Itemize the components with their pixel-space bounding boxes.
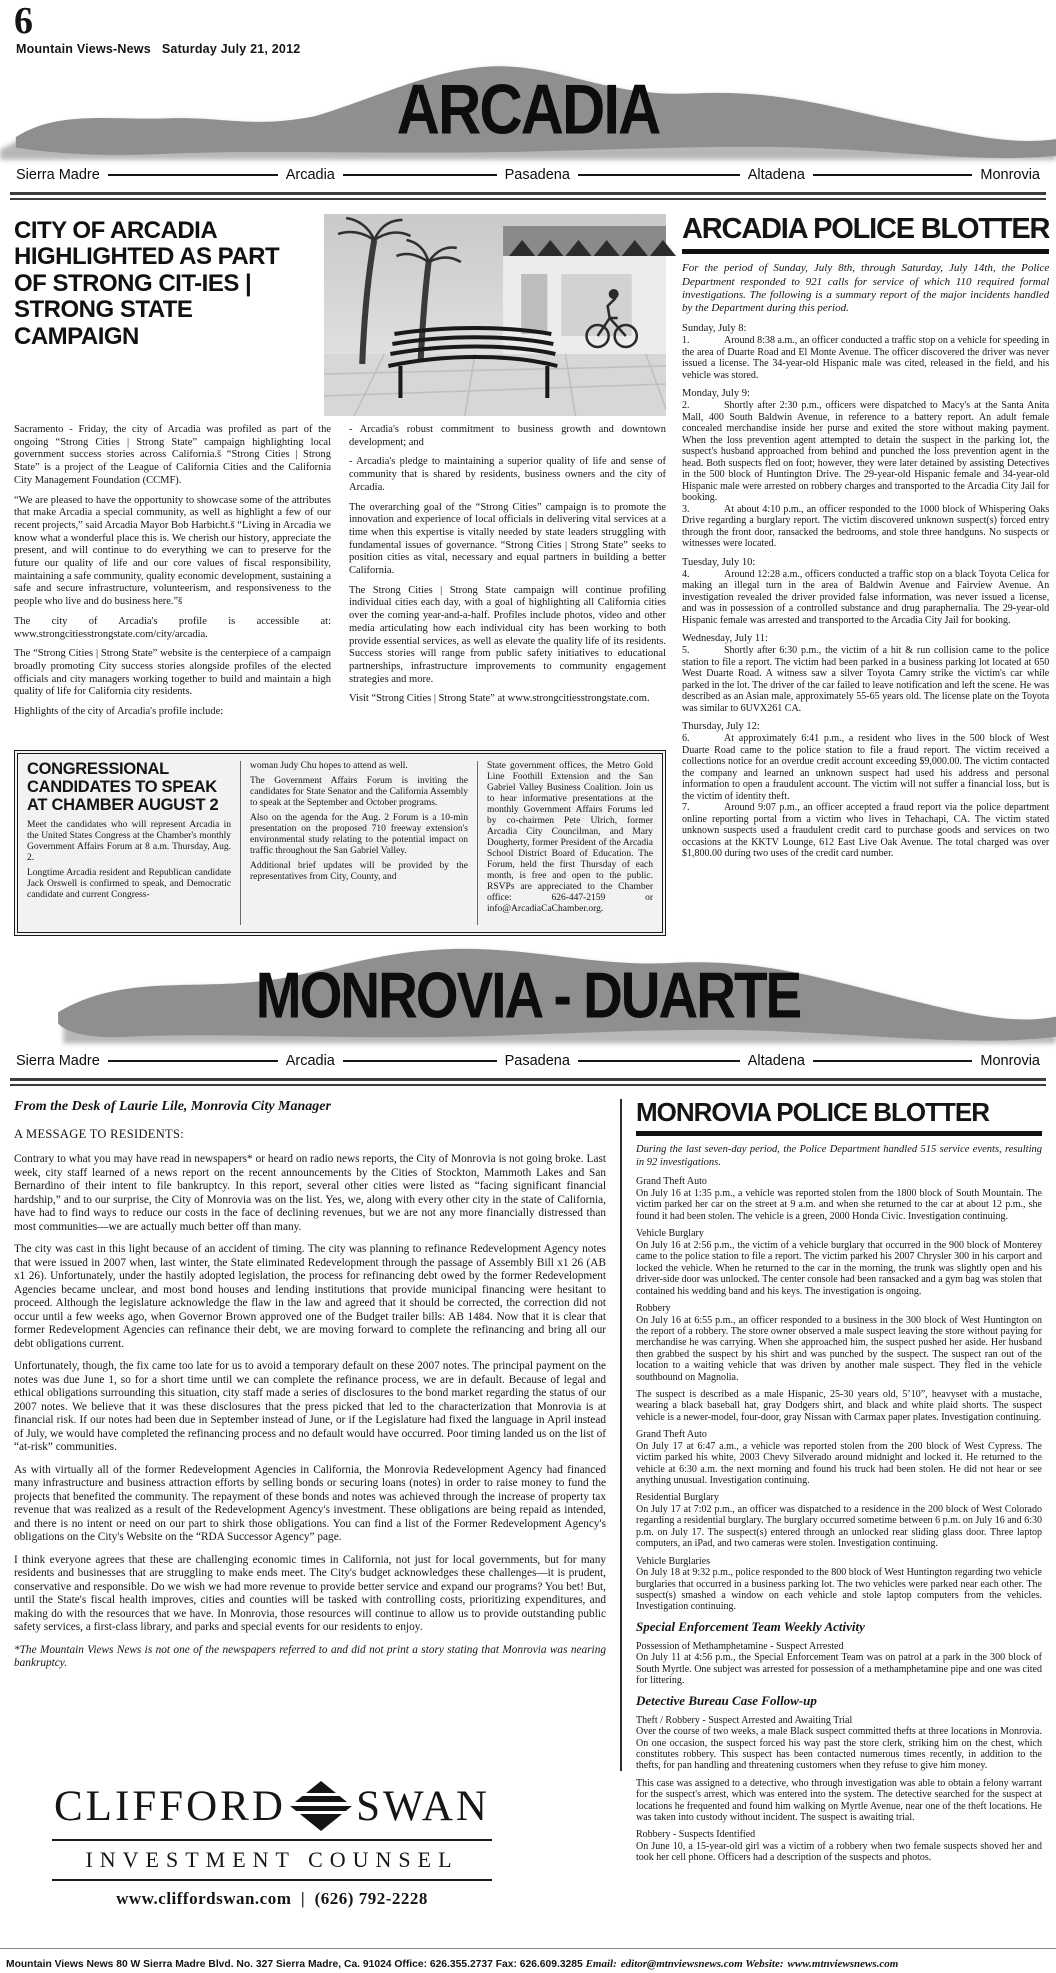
city-label: Arcadia bbox=[285, 1053, 335, 1069]
ad-name-right: SWAN bbox=[356, 1782, 490, 1830]
blotter-entry-text: On July 18 at 9:32 p.m., police responded to the 800 block of West Huntington regarding two vehicle burglaries that occurred in a business parking lot. The two vehicles were parked near each other. The suspect(s) smashed a window on each vehicle and stole laptop computers from the vehicles. Investigation continuing. bbox=[636, 1567, 1042, 1613]
article-paragraph: The city of Arcadia's profile is accessible at: www.strongcitiesstrongstate.com/city/arcadia. bbox=[14, 615, 331, 640]
congress-box-col1 bbox=[27, 820, 231, 901]
congress-candidates-box bbox=[14, 750, 666, 936]
monrovia-masthead-title: MONROVIA - DUARTE bbox=[255, 958, 801, 1032]
congress-paragraph: woman Judy Chu hopes to attend as well. bbox=[250, 761, 408, 771]
monrovia-blotter-entries bbox=[636, 1176, 1042, 1863]
blotter-entry-number: 7. bbox=[682, 802, 690, 814]
ad-rule bbox=[52, 1879, 492, 1881]
blotter-entry-text: Over the course of two weeks, a male Black suspect committed thefts at three locations in Monrovia. On one occasion, the suspect forced his way past the store clerk, striking him on the chest, which constitutes robbery. This suspect has been contacted numerous times recently, in addition to the thefts, for pan handling and threatening customers when they refuse to give him money. bbox=[636, 1726, 1042, 1772]
double-rule bbox=[10, 1078, 1046, 1086]
page-footer bbox=[0, 1948, 1056, 1973]
article-paragraph: The “Strong Cities | Strong State” website is the centerpiece of a campaign broadly promoting City success stories alongside profiles of the elected officials and city managers working together to build and maintain a high quality of life for California city residents. bbox=[14, 648, 331, 698]
city-label: Arcadia bbox=[285, 167, 335, 183]
blotter-entry-number: 1. bbox=[682, 335, 690, 347]
monrovia-blotter-intro: During the last seven-day period, the Police Department handled 515 service events, resulting in 92 investigations. bbox=[636, 1144, 1042, 1168]
blotter-entry-text: Shortly after 2:30 p.m., officers were dispatched to Macy's at the Santa Anita Mall, 400 South Baldwin Avenue, in reference to a battery report. An adult female concealed merchandise inside her purse and exited the store without making payment. When the loss prevention agent attempted to detain the suspect in the parking lot, the suspect's husband approached from behind and punched the loss prevention agent in the head. Both suspects fled on foot; however, they were later detained by assisting Detectives in the 500 block of Huntington Drive. The 29-year-old Hispanic female and 34-year-old Hispanic male were arrested on robbery charges and transported to the Arcadia City Jail for booking. bbox=[682, 400, 1050, 504]
city-label: Pasadena bbox=[504, 167, 570, 183]
footer-website-label: Website: bbox=[745, 1958, 784, 1970]
blotter-entry bbox=[636, 1176, 1042, 1222]
article-paragraph: The Strong Cities | Strong State campaign will continue profiling individual cities each day, with a goal of highlighting all California cities over the coming year-and-a-half. Profiles include photos, video and other media articulating how each individual city has been working to both provide essential services, as well as elevate the quality life of its residents. Success stories will range from public safety initiatives to educational partnerships, infrastructure improvements to community engagement strategies and more. bbox=[349, 584, 666, 685]
letter-footnote: *The Mountain Views News is not one of the newspapers referred to and did not print a story stating that Monrovia was nearing bankruptcy. bbox=[14, 1643, 606, 1669]
blotter-entry-text: At about 4:10 p.m., an officer responded to the 1000 block of Whispering Oaks Drive regarding a burglary report. The victim discovered unknown suspect(s) forced entry through the front door, ransacked the bedrooms, and stole three handguns. No suspects or witnesses were located. bbox=[682, 503, 1050, 550]
blotter-entry bbox=[636, 1556, 1042, 1613]
congress-box-col3 bbox=[477, 761, 653, 925]
blotter-entry bbox=[636, 1693, 1042, 1709]
blotter-entry bbox=[636, 1715, 1042, 1772]
blotter-section-heading: Special Enforcement Team Weekly Activity bbox=[636, 1618, 865, 1634]
footer-website: www.mtnviewsnews.com bbox=[787, 1958, 899, 1970]
article-paragraph: - Arcadia's robust commitment to business growth and downtown development; and bbox=[349, 424, 666, 448]
blotter-entry-heading: Theft / Robbery - Suspect Arrested and Awaiting Trial bbox=[636, 1714, 853, 1726]
arcadia-article-body bbox=[14, 424, 666, 742]
blotter-entry-number: 2. bbox=[682, 400, 690, 412]
congress-paragraph: Meet the candidates who will represent Arcadia in the United States Congress at the Chamber's monthly Government Affairs Forum at 8 a.m. Thursday, Aug. 2. bbox=[27, 820, 231, 864]
blotter-rule bbox=[636, 1131, 1042, 1136]
blotter-day-heading: Thursday, July 12: bbox=[682, 721, 760, 733]
ad-website: www.cliffordswan.com bbox=[116, 1889, 292, 1908]
blotter-entry-heading: Robbery - Suspects Identified bbox=[636, 1829, 756, 1841]
city-label: Altadena bbox=[747, 167, 805, 183]
paper-name: Mountain Views-News bbox=[16, 42, 151, 56]
blotter-entry-number: 3. bbox=[682, 503, 690, 515]
blotter-entry-heading: Possession of Methamphetamine - Suspect Arrested bbox=[636, 1640, 844, 1652]
city-label: Monrovia bbox=[980, 167, 1040, 183]
blotter-entry-text: Shortly after 6:30 p.m., the victim of a hit & run collision came to the police station to file a report. The victim had been parked in a business parking lot located at 650 West Duarte Road. A witness saw a silver Toyota Camry strike the victim's car while parked in the lot. The driver of the car failed to leave notification and left the scene. He was described as an Asian male, approximately 55-65 years old. The license plate on the Toyota was similar to 6UVX261 CA. bbox=[682, 645, 1050, 714]
ad-contact-line bbox=[52, 1889, 492, 1909]
blotter-entry bbox=[682, 504, 1049, 550]
blotter-entry-number: 4. bbox=[682, 568, 690, 580]
blotter-rule bbox=[682, 249, 1049, 254]
congress-paragraph: Longtime Arcadia resident and Republican candidate Jack Orswell is confirmed to speak, and Democratic candidate and current Congress- bbox=[27, 868, 231, 901]
blotter-entry bbox=[636, 1228, 1042, 1297]
blotter-entry bbox=[636, 1492, 1042, 1549]
blotter-entry bbox=[636, 1619, 1042, 1635]
letter-paragraph: The city was cast in this light because of an accident of timing. The city was planning to refinance Redevelopment Agency notes that were issued in 2007 when, last winter, the State eliminated Redevelopment through the passage of Assembly Bill x1 26 (AB x1 26). Unfortunately, under the hastily adopted legislation, the process for refinancing debt owed by the former Redevelopment Agencies became unclear, and most bond houses and lending institutions that provide municipal financing were hesitant to proceed. Although the legislature acknowledge the flaw in the law and agreed that it should be corrected, the correction did not occur until a few weeks ago, when Governor Brown approved one of the Budget trailer bills: AB 1484. Now that it is clear that former Redevelopment Agencies can refinance their debt, we are moving forward to complete the refinancing and bring all our debt obligations current. bbox=[14, 1243, 606, 1350]
blotter-entry bbox=[636, 1429, 1042, 1486]
arcadia-section bbox=[0, 202, 1056, 932]
arcadia-masthead bbox=[0, 58, 1056, 162]
clifford-swan-diamond-logo bbox=[290, 1781, 352, 1831]
blotter-entry-heading: Vehicle Burglaries bbox=[636, 1555, 710, 1567]
blotter-entry-heading: Robbery bbox=[636, 1302, 671, 1314]
double-rule bbox=[10, 192, 1046, 200]
monrovia-police-blotter bbox=[622, 1097, 1042, 1864]
ad-name-left: CLIFFORD bbox=[54, 1782, 286, 1830]
blotter-entry-text: On June 10, a 15-year-old girl was a victim of a robbery when two female suspects shoved her and took her cell phone. Officers had a description of the suspects and photos. bbox=[636, 1841, 1042, 1864]
arcadia-police-blotter bbox=[682, 214, 1049, 932]
arcadia-blotter-title: ARCADIA POLICE BLOTTER bbox=[682, 213, 1050, 245]
blotter-entry-number: 6. bbox=[682, 733, 690, 745]
page-number: 6 bbox=[14, 0, 33, 42]
ad-rule bbox=[52, 1839, 492, 1841]
monrovia-masthead bbox=[0, 936, 1056, 1048]
blotter-entry-text: Around 12:28 a.m., officers conducted a traffic stop on a black Toyota Celica for making an illegal turn in the area of Baldwin Avenue and Fairview Avenue. An investigation revealed the driver provided false information, was never issued a license, and was in possession of a controlled substance and drug paraphernalia. The 29-year-old Hispanic female was arrested and transported to the Arcadia City Jail for booking. bbox=[682, 568, 1050, 626]
letter-paragraph: Contrary to what you may have read in newspapers* or heard on radio news reports, the City of Monrovia is not going broke. Last week, city staff learned of a news report on the recent announcements by the Cities of Stockton, Mammoth Lakes and San Bernardino of their intent to file bankruptcy. In this report, several other cities were listed as “facing significant financial hardship,” and to our surprise, the City of Monrovia was on the list. Yes, we, along with every other city in the state of California, have had to find ways to reduce our costs in the face of declining revenues, but we are not any more financially distressed than most communities—we are actually much better off than many. bbox=[14, 1153, 606, 1233]
article-paragraph: - Arcadia's pledge to maintaining a superior quality of life and sense of community that is shared by residents, business owners and the city of Arcadia. bbox=[349, 456, 666, 493]
congress-box-col2 bbox=[240, 761, 468, 925]
blotter-entry-text: Around 8:38 a.m., an officer conducted a traffic stop on a vehicle for speeding in the area of Duarte Road and El Monte Avenue. The officer discovered the driver was never issued a license. The 34-year-old Hispanic male was cited, released in the field, and his vehicle was stored. bbox=[682, 335, 1050, 381]
congress-paragraph: State government offices, the Metro Gold Line Foothill Extension and the San Gabriel Valley Business Coalition. Join us to hear informative presentations at the monthly Government Affairs Forums led by co-chairmen Pete Ulrich, former Arcadia City Councilman, and Mary Dougherty, former President of the Arcadia School District Board of Education. The Forum, held the first Thursday of each month, is free and open to the public. RSVPs are appreciated to the Chamber office: 626-447-2159 or info@ArcadiaCaChamber.org. bbox=[487, 761, 653, 914]
blotter-entry-text: On July 16 at 1:35 p.m., a vehicle was reported stolen from the 1800 block of South Mountain. The victim parked her car on the street at 9 a.m. and when she returned to the car at about 12 p.m., she found it had been stolen. The vehicle is a green, 2000 Honda Civic. Investigation continuing. bbox=[636, 1188, 1042, 1222]
arcadia-blotter-entries bbox=[682, 323, 1049, 860]
blotter-entry-heading: Vehicle Burglary bbox=[636, 1228, 704, 1240]
ad-subtitle: INVESTMENT COUNSEL bbox=[85, 1847, 459, 1872]
blotter-entry-text: Around 9:07 p.m., an officer accepted a fraud report via the police department online reporting portal from a victim who lives in Tehachapi, CA. The victim stated unknown suspects used a fraudulent credit card to purchase goods and services on two occasions at the KKTV Lounge, 612 East Live Oak Avenue. The total charged was over $1,800.00 during two uses of the credit card number. bbox=[682, 802, 1050, 860]
blotter-entry-text: On July 17 at 6:47 a.m., a vehicle was reported stolen from the 200 block of West Cypress. The victim parked his white, 2003 Chevy Silverado around midnight and locked it. He returned to the vehicle at 6:30 a.m. the next morning and found his truck had been stolen. He did not hear or see anything unusual. Investigation continuing. bbox=[636, 1440, 1042, 1486]
congress-paragraph: Also on the agenda for the Aug. 2 Forum is a 10-min presentation on the proposed 710 freeway extension's environmental study relating to the potential impact on traffic throughout the San Gabriel Valley. bbox=[250, 813, 468, 856]
blotter-entry bbox=[682, 633, 1049, 714]
blotter-entry-text: On July 16 at 6:55 p.m., an officer responded to a business in the 300 block of West Huntington on the report of a robbery. The store owner observed a male suspect leaving the store without paying for merchandise he was carrying. When she approached him, the suspect pushed her aside. Her husband then grabbed the suspect by his shirt and was punched by the suspect. The suspect ran out of the location to a waiting vehicle that was driven by another male suspect. They fled in the vehicle southbound on Magnolia. bbox=[636, 1314, 1042, 1383]
city-label: Altadena bbox=[747, 1053, 805, 1069]
congress-paragraph: Additional brief updates will be provided by the representatives from City, County, and bbox=[250, 861, 468, 882]
city-label: Sierra Madre bbox=[16, 167, 100, 183]
blotter-entry bbox=[682, 323, 1049, 381]
blotter-day-heading: Tuesday, July 10: bbox=[682, 556, 756, 568]
blotter-entry bbox=[682, 557, 1049, 627]
blotter-entry-text: The suspect is described as a male Hispanic, 25-30 years old, 5’10”, heavyset with a mustache, wearing a black baseball hat, gray Dodgers shirt, and black and white plaid shorts. The suspect vehicle is a newer-model, four-door, gray Nissan with Carmax paper plates. Investigation continuing. bbox=[636, 1388, 1042, 1423]
blotter-entry bbox=[636, 1303, 1042, 1383]
city-label: Monrovia bbox=[980, 1053, 1040, 1069]
blotter-entry bbox=[636, 1829, 1042, 1863]
blotter-entry-heading: Grand Theft Auto bbox=[636, 1429, 707, 1441]
blotter-entry-heading: Grand Theft Auto bbox=[636, 1176, 707, 1188]
blotter-entry-text: At approximately 6:41 p.m., a resident who lives in the 500 block of West Duarte Road came to the police station to file a fraud report. The victim received a collections notice for an overdue credit account exceeding $9,000.00. The victim contacted the company and learned an unknown suspect had used his address and personal information to open a fraudulent account. The victim will not suffer a financial loss, but is the victim of identity theft. bbox=[682, 733, 1050, 802]
letter-byline: From the Desk of Laurie Lile, Monrovia City Manager bbox=[14, 1099, 331, 1114]
blotter-day-heading: Wednesday, July 11: bbox=[682, 633, 768, 645]
blotter-section-heading: Detective Bureau Case Follow-up bbox=[636, 1692, 817, 1708]
footer-email: editor@mtnviewsnews.com bbox=[620, 1958, 746, 1970]
blotter-entry bbox=[682, 721, 1049, 802]
footer-contact-info: Mountain Views News 80 W Sierra Madre Blvd. No. 327 Sierra Madre, Ca. 91024 Office: 626.355.2737 Fax: 626.609.3285 bbox=[6, 1959, 586, 1970]
blotter-entry bbox=[682, 388, 1049, 504]
city-label: Pasadena bbox=[504, 1053, 570, 1069]
blotter-entry-text: On July 16 at 2:56 p.m., the victim of a vehicle burglary that occurred in the 900 block of Monterey came to the police station to file a report. The victim parked his 2007 Chrysler 300 in his carport and locked the vehicle. When he returned to the car in the morning, the trunk was slightly open and his driver-side door was unlocked. The center console had been ransacked and a gym bag was stolen that contained his wedding band and his keys. The investigation is ongoing. bbox=[636, 1239, 1042, 1297]
congress-paragraph: The Government Affairs Forum is inviting the candidates for State Senator and the California Assembly to speak at the September and October programs. bbox=[250, 776, 468, 808]
street-scene-photo bbox=[324, 214, 666, 416]
congress-box-headline: CONGRESSIONAL CANDIDATES TO SPEAK AT CHAMBER AUGUST 2 bbox=[27, 760, 219, 814]
blotter-entry bbox=[636, 1389, 1042, 1423]
blotter-day-heading: Sunday, July 8: bbox=[682, 323, 747, 335]
letter-paragraph: As with virtually all of the former Redevelopment Agencies in California, the Monrovia Redevelopment Agency had financed many infrastructure and business attraction efforts by selling bonds or securing loans (notes) in order to raise money to fund the projects that benefited the community. The repayment of these bonds and notes was achieved through the increase of property tax revenue that was realized as a result of the Redevelopment Agency's investment. These obligations are being repaid as intended, and there is no intent or need on our part to shirk those obligations. You can find a list of the Former Redevelopment Agency's obligations on the City's Website on the “RDA Successor Agency” page. bbox=[14, 1463, 606, 1543]
blotter-entry bbox=[636, 1641, 1042, 1687]
issue-date: Saturday July 21, 2012 bbox=[161, 42, 301, 56]
blotter-entry bbox=[682, 802, 1049, 860]
blotter-entry-text: On July 11 at 4:56 p.m., the Special Enforcement Team was on patrol at a park in the 300 block of South Myrtle. One subject was arrested for possession of a methamphetamine pipe and one was cited for littering. bbox=[636, 1652, 1042, 1687]
monrovia-page-header bbox=[0, 936, 1056, 1091]
letter-paragraph: I think everyone agrees that these are challenging economic times in California, not just for local governments, but for many residents and businesses that are struggling to make ends meet. The City's budget acknowledges these challenges—it is prudent, conservative and responsible. Do we wish we had more revenue to provide better service and expand our programs? You bet! But, until the State's fiscal health improves, cities and counties will be tasked with controlling costs, prioritizing expenditures, and making do with the resources that we have. In Monrovia, those resources will continue to allow us to provide outstanding public safety services, a first-class library, and parks and special events for our residents to enjoy. bbox=[14, 1553, 606, 1633]
article-paragraph: “We are pleased to have the opportunity to showcase some of the attributes that make Arcadia a special community, as well as highlight a few of our recent projects,” said Arcadia Mayor Bob Harbicht.š “Living in Arcadia we know what a wonderful place this is. We cherish our history, appreciate the present, and will continue to do everything we can to preserve for the future our quality of life and our core values of fiscal responsibility, maintaining a safe community, quality economic development, sustaining a safe and secure infrastructure, volunteerism, and responsiveness to the people who live and do business here.”š bbox=[14, 494, 331, 608]
blotter-entry bbox=[636, 1778, 1042, 1824]
ad-separator: | bbox=[300, 1889, 306, 1908]
arcadia-masthead-title: ARCADIA bbox=[396, 69, 660, 149]
ad-phone: (626) 792-2228 bbox=[314, 1889, 428, 1908]
article-paragraph: Highlights of the city of Arcadia's profile include: bbox=[14, 706, 224, 718]
footer-email-label: Email: bbox=[585, 1958, 617, 1970]
blotter-entry-text: On July 17 at 7:02 p.m., an officer was dispatched to a residence in the 200 block of West Colorado regarding a residential burglary. The burglary occurred sometime between 6 p.m. on July 16 and 6:30 p.m. on July 17. The suspect(s) entered through an unlocked rear sliding glass door. Three laptop computers, an iPad, and two cameras were stolen. Investigation continuing. bbox=[636, 1503, 1042, 1550]
arcadia-page-header bbox=[0, 2, 1056, 202]
blotter-entry-text: This case was assigned to a detective, who through investigation was able to obtain a felony warrant for the suspect's arrest, which was entered into the system. The detective searched for the suspect at locations he frequented and found him walking on Myrtle Avenue, near one of the theft locations. He was taken into custody without incident. The suspect is awaiting trial. bbox=[636, 1777, 1042, 1824]
blotter-entry-heading: Residential Burglary bbox=[636, 1492, 719, 1504]
blotter-day-heading: Monday, July 9: bbox=[682, 388, 750, 400]
letter-salutation: A MESSAGE TO RESIDENTS: bbox=[14, 1127, 185, 1141]
city-manager-letter bbox=[14, 1099, 622, 1771]
arcadia-blotter-intro: For the period of Sunday, July 8th, through Saturday, July 14th, the Police Department responded to 921 calls for service of which 110 required formal investigations. The following is a summary report of the major incidents handled by the Department during this period. bbox=[682, 262, 1050, 315]
monrovia-blotter-title: MONROVIA POLICE BLOTTER bbox=[636, 1097, 990, 1127]
city-label: Sierra Madre bbox=[16, 1053, 100, 1069]
article-paragraph: Sacramento - Friday, the city of Arcadia was profiled as part of the ongoing “Strong Cities | Strong State” campaign highlighting local government success stories across California.š “Strong Cities | Strong State” is a project of the League of California Cities and the California City Management Foundation (CCMF). bbox=[14, 424, 331, 486]
blotter-entry-number: 5. bbox=[682, 645, 690, 657]
article-paragraph: Visit “Strong Cities | Strong State” at www.strongcitiesstrongstate.com. bbox=[349, 693, 650, 705]
letter-paragraphs bbox=[14, 1153, 606, 1635]
article-paragraph: The overarching goal of the “Strong Cities” campaign is to promote the innovation and experience of local officials in delivering vital services at a time when this expertise is vitally needed by state leaders struggling with fundamental issues of governance. “Strong Cities | Strong State” seeks to position cities as vital, necessary and equal partners in building a better California. bbox=[349, 501, 666, 577]
letter-paragraph: Unfortunately, though, the fix came too late for us to avoid a temporary default on these 2007 notes. The principal payment on the notes was due June 1, so for a short time until we can complete the refinance process, we are in default. Because of legal and ethical obligations surrounding this situation, city staff made a series of disclosures to the bond market regarding the status of our 2007 notes. We believe that it was these disclosures that the press picked that led to the characterization that Monrovia is at financial risk. If our notes had been due in September instead of June, or if the Legislature had fixed the language in April instead of July, we would have completed the refinancing process and no default would have occurred. Poor timing landed us on the list of “at-risk” communities. bbox=[14, 1360, 606, 1453]
arcadia-article-headline: CITY OF ARCADIA HIGHLIGHTED AS PART OF STRONG CIT-IES | STRONG STATE CAMPAIGN bbox=[14, 217, 280, 350]
